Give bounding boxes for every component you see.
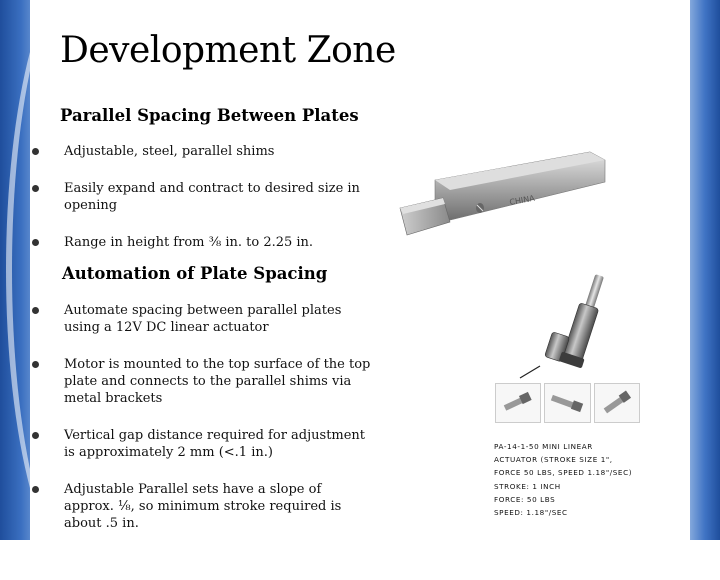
bullet-icon — [32, 432, 39, 439]
list-item — [32, 234, 362, 251]
bullet-text: Automate spacing between parallel plates using a 12V DC linear actuator — [64, 303, 342, 335]
section-heading-parallel-spacing: Parallel Spacing Between Plates — [60, 106, 359, 125]
bullet-icon — [32, 148, 39, 155]
list-item — [32, 302, 372, 336]
bullet-list-automation — [32, 302, 372, 552]
list-item — [32, 427, 372, 461]
caption-line: ACTUATOR (STROKE SIZE 1", — [494, 455, 613, 465]
parallel-shims-image — [395, 150, 610, 245]
bullet-icon — [32, 185, 39, 192]
list-item — [32, 143, 362, 160]
bullet-text: Adjustable Parallel sets have a slope of approx. ⅛, so minimum stroke required is about .5 in. — [64, 482, 342, 531]
slide-title: Development Zone — [60, 30, 396, 71]
bullet-list-parallel-spacing — [32, 143, 362, 271]
caption-line: PA-14-1-50 MINI LINEAR — [494, 442, 593, 451]
caption-line: FORCE: 50 LBS — [494, 494, 556, 504]
bullet-text: Easily expand and contract to desired size in opening — [64, 181, 360, 213]
caption-line: STROKE: 1 INCH — [494, 481, 561, 491]
actuator-caption — [494, 440, 654, 519]
list-item — [32, 481, 372, 532]
bullet-icon — [32, 307, 39, 314]
svg-text:CHINA: CHINA — [508, 193, 536, 207]
bullet-text: Range in height from ⅜ in. to 2.25 in. — [64, 235, 314, 250]
bullet-text: Vertical gap distance required for adjustment is approximately 2 mm (<.1 in.) — [64, 428, 366, 460]
actuator-thumbnails — [495, 383, 640, 421]
caption-line: FORCE 50 LBS, SPEED 1.18"/SEC) — [494, 468, 633, 478]
bullet-icon — [32, 486, 39, 493]
bullet-text: Adjustable, steel, parallel shims — [64, 144, 275, 159]
caption-line: SPEED: 1.18"/SEC — [494, 508, 568, 518]
bullet-icon — [32, 239, 39, 246]
bullet-text: Motor is mounted to the top surface of the top plate and connects to the parallel shims via metal brackets — [64, 357, 371, 406]
actuator-thumbnail-1 — [495, 383, 541, 423]
list-item — [32, 180, 362, 214]
actuator-thumbnail-2 — [544, 383, 590, 423]
list-item — [32, 356, 372, 407]
linear-actuator-image — [510, 268, 635, 380]
bullet-icon — [32, 361, 39, 368]
actuator-thumbnail-3 — [594, 383, 640, 423]
section-heading-automation: Automation of Plate Spacing — [62, 264, 328, 283]
